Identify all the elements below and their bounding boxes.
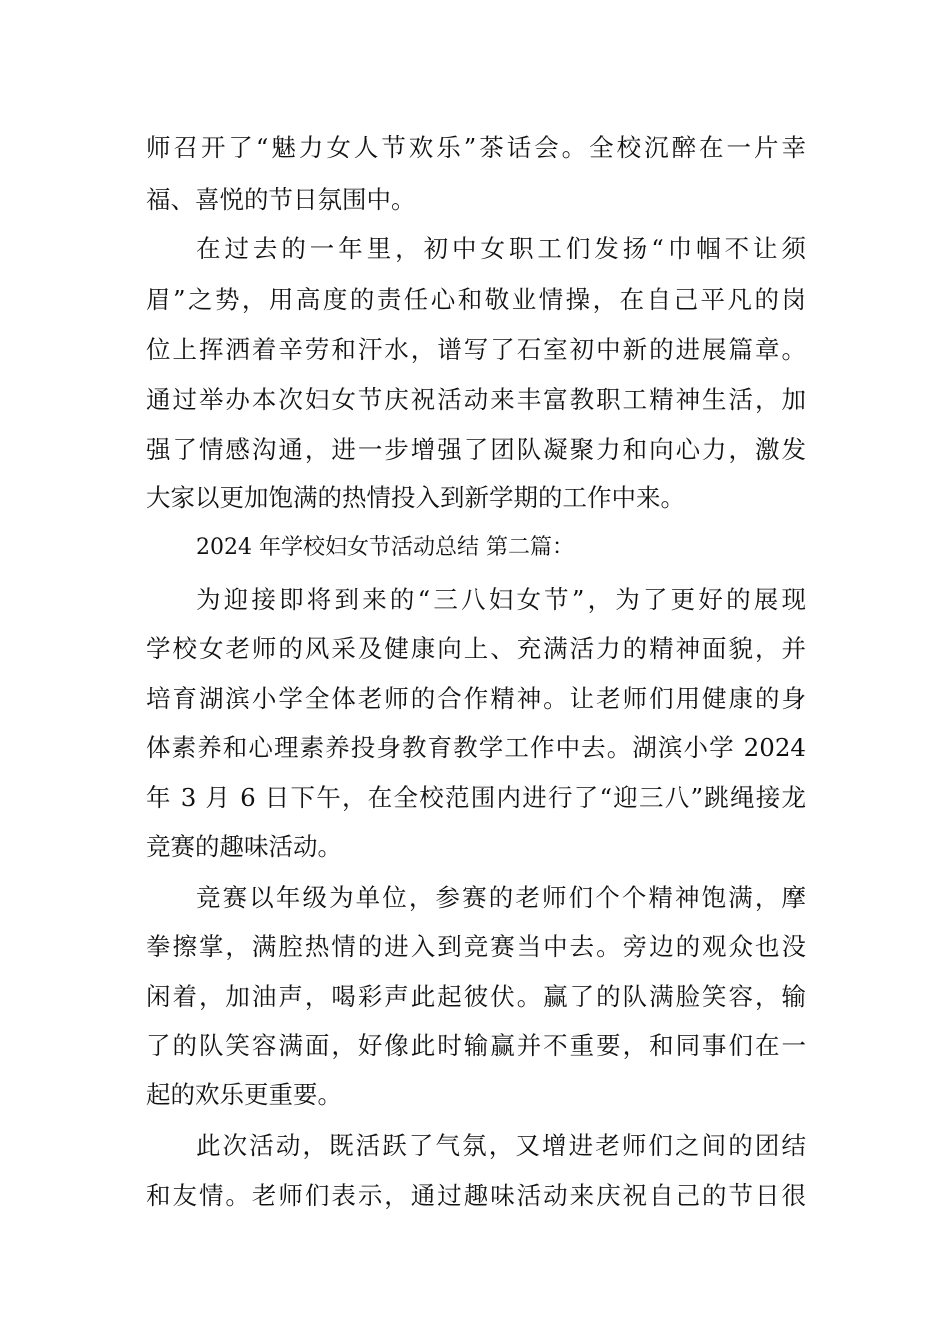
- text-line-20: 起的欢乐更重要。: [146, 1080, 342, 1109]
- text-line-17: 拳擦掌，满腔热情的进入到竞赛当中去。旁边的观众也没: [146, 932, 806, 961]
- text-line-11: 学校女老师的风采及健康向上、充满活力的精神面貌，并: [146, 634, 806, 663]
- text-line-8: 大家以更加饱满的热情投入到新学期的工作中来。: [146, 483, 685, 512]
- text-line-5: 位上挥洒着辛劳和汗水，谱写了石室初中新的进展篇章。: [146, 335, 806, 364]
- text-line-15: 竞赛的趣味活动。: [146, 832, 342, 861]
- text-line-22: 和友情。老师们表示，通过趣味活动来庆祝自己的节日很: [146, 1181, 806, 1210]
- section-heading: 2024 年学校妇女节活动总结 第二篇：: [196, 535, 574, 560]
- text-line-14: 年 3 月 6 日下午，在全校范围内进行了“迎三八”跳绳接龙: [146, 783, 806, 812]
- paragraph-start-line: 为迎接即将到来的“三八妇女节”，为了更好的展现: [196, 585, 806, 614]
- text-line-7: 强了情感沟通，进一步增强了团队凝聚力和向心力，激发: [146, 435, 806, 464]
- text-line-2: 福、喜悦的节日氛围中。: [146, 185, 416, 214]
- text-line-6: 通过举办本次妇女节庆祝活动来丰富教职工精神生活，加: [146, 385, 806, 414]
- text-line-13: 体素养和心理素养投身教育教学工作中去。湖滨小学 2024: [146, 733, 806, 762]
- text-line-12: 培育湖滨小学全体老师的合作精神。让老师们用健康的身: [146, 684, 806, 713]
- text-line-4: 眉”之势，用高度的责任心和敬业情操，在自己平凡的岗: [146, 285, 806, 314]
- paragraph-start-line: 竞赛以年级为单位，参赛的老师们个个精神饱满，摩: [196, 883, 806, 912]
- text-line-18: 闲着，加油声，喝彩声此起彼伏。赢了的队满脸笑容，输: [146, 982, 806, 1011]
- paragraph-start-line: 在过去的一年里，初中女职工们发扬“巾帼不让须: [196, 234, 806, 263]
- paragraph-start-line: 此次活动，既活跃了气氛，又增进老师们之间的团结: [196, 1131, 806, 1160]
- text-line-1: 师召开了“魅力女人节欢乐”茶话会。全校沉醉在一片幸: [146, 133, 806, 162]
- text-line-19: 了的队笑容满面，好像此时输赢并不重要，和同事们在一: [146, 1031, 806, 1060]
